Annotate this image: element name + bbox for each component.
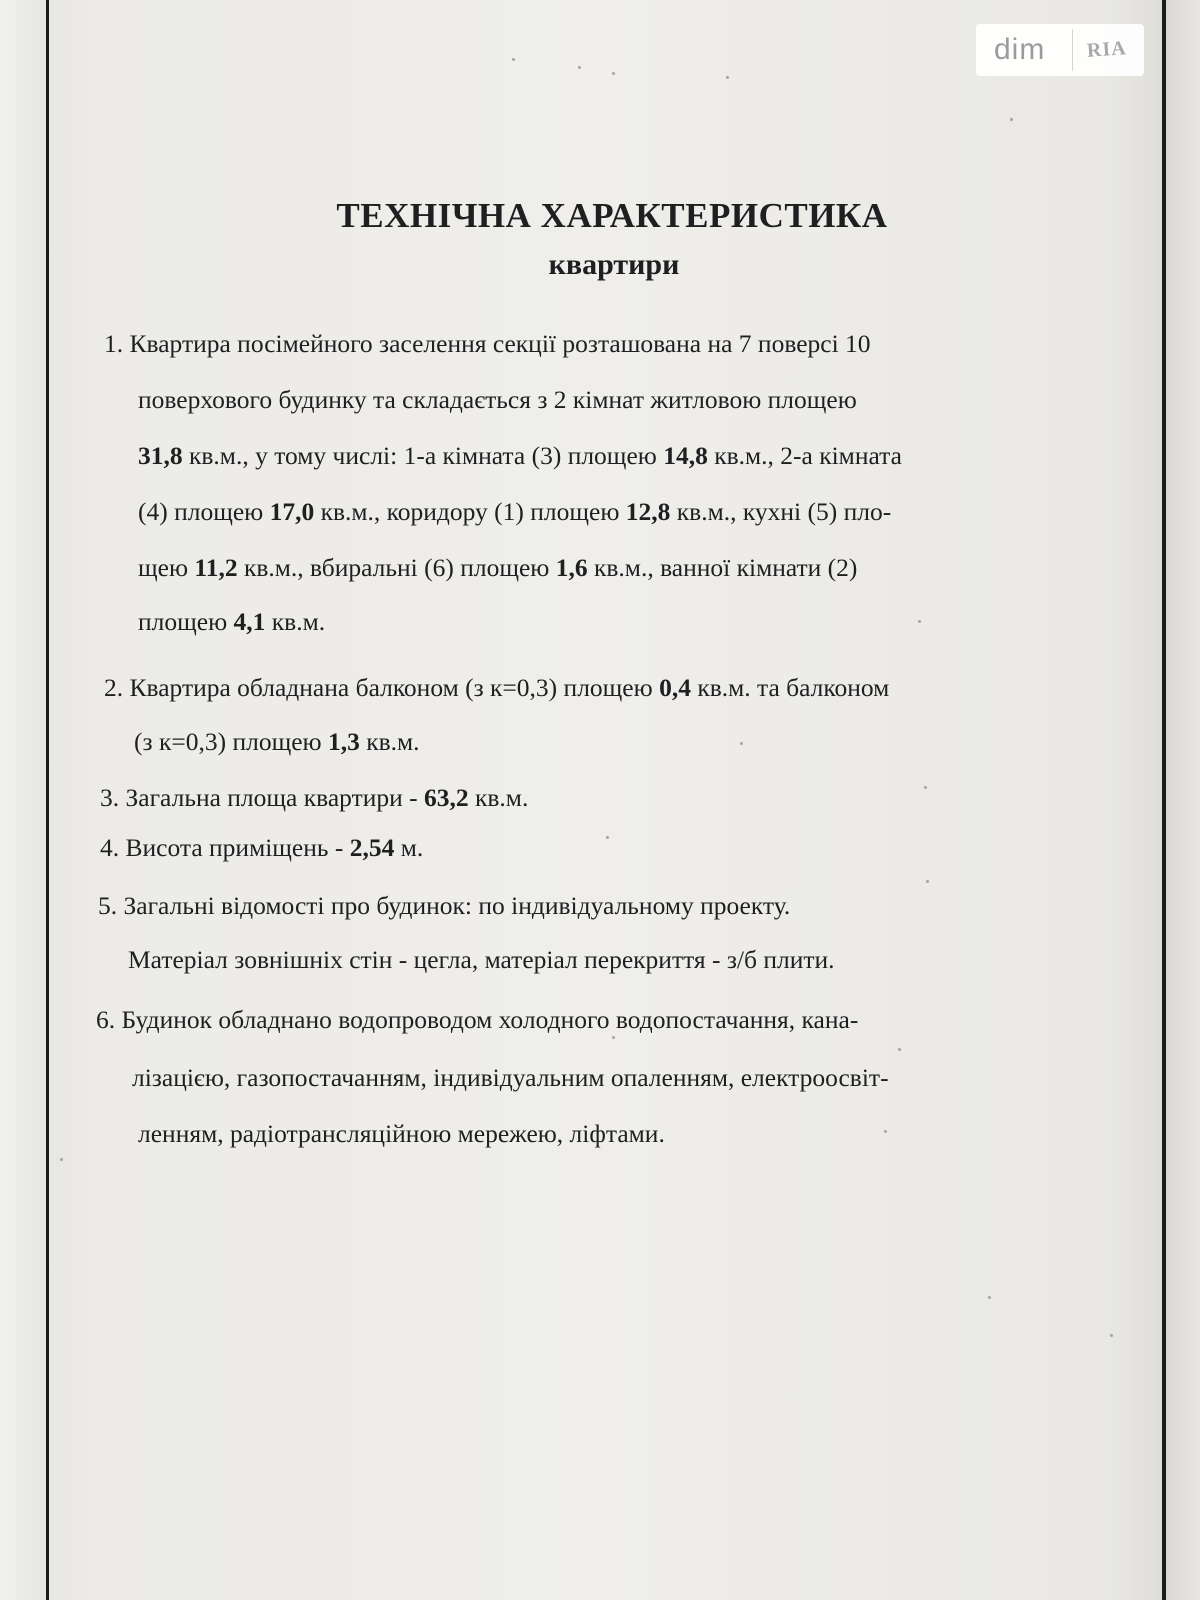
item-5-line-1 [98,878,790,934]
item-number: 2. [104,673,124,702]
item-text: Висота приміщень - [125,833,350,862]
item-number: 5. [98,891,118,920]
balcony-2-area-value: 1,3 [327,727,360,756]
item-text: м. [394,833,424,862]
paper-speck [918,620,921,623]
item-5-line-2 [128,932,835,988]
item-text: лізацією, газопостачанням, індивідуальним опаленням, електроосвіт- [132,1063,889,1092]
item-number: 4. [100,833,120,862]
item-1-line-4 [138,484,891,540]
paper-speck [898,1048,901,1051]
item-1-line-1 [104,316,871,372]
bathroom-area-value: 4,1 [233,607,266,636]
living-area-value: 31,8 [138,441,183,470]
item-text: поверхового будинку та складається з 2 кімнат житловою площею [138,385,857,414]
item-text: кв.м., кухні (5) пло- [670,497,892,526]
ria-logo: RIA [1086,36,1128,62]
item-text: кв.м. [468,783,529,812]
paper-speck [924,786,927,789]
item-6-line-3 [138,1106,665,1162]
paper-speck [988,1296,991,1299]
kitchen-area-value: 11,2 [194,553,238,582]
item-text: ленням, радіотрансляційною мережею, ліфтами. [138,1119,665,1148]
item-4 [100,820,423,876]
item-1-line-6 [138,594,325,650]
paper-speck [1110,1334,1113,1337]
item-text: щею [138,553,195,582]
paper-speck [884,1130,887,1133]
paper-speck [1010,118,1013,121]
item-text: кв.м., у тому числі: 1-а кімната (3) площею [182,441,664,470]
item-1-line-5 [138,540,857,596]
item-text: кв.м., вбиральні (6) площею [237,553,556,582]
ceiling-height-value: 2,54 [349,833,395,862]
total-area-value: 63,2 [424,783,469,812]
item-text: кв.м., ванної кімнати (2) [587,553,858,582]
item-text: Квартира посімейного заселення секції розташована на 7 поверсі 10 [129,329,871,358]
page-edge-right [1166,0,1200,1600]
item-number: 3. [100,783,120,812]
item-text: Загальні відомості про будинок: по індивідуальному проекту. [123,891,791,920]
item-text: Квартира обладнана балконом (з к=0,3) площею [129,673,660,702]
page-edge-left [0,0,46,1600]
item-number: 1. [104,329,124,358]
corridor-area-value: 12,8 [625,497,671,526]
item-text: Загальна площа квартири - [125,783,424,812]
item-text: кв.м. [265,607,326,636]
item-6-line-2 [132,1050,889,1106]
item-text: кв.м. та балконом [690,673,890,702]
item-1-line-2 [138,372,857,428]
item-text: кв.м., коридору (1) площею [314,497,626,526]
document-subtitle: квартири [548,248,680,281]
item-text: (з к=0,3) площею [134,727,328,756]
paper-speck [578,66,581,69]
item-text: Будинок обладнано водопроводом холодного водопостачання, кана- [121,1005,859,1034]
item-text: Матеріал зовнішніх стін - цегла, матеріал перекриття - з/б плити. [128,945,835,974]
item-text: кв.м., 2-а кімната [707,441,902,470]
item-1-line-3 [138,428,902,484]
paper-speck [612,72,615,75]
paper-speck [926,880,929,883]
dim-ria-watermark [976,24,1144,76]
item-text: (4) площею [138,497,270,526]
item-2-line-2 [134,714,420,770]
balcony-1-area-value: 0,4 [659,673,691,702]
paper-speck [60,1158,63,1161]
border-line-left [46,0,49,1600]
item-6-line-1 [96,992,858,1048]
paper-speck [612,1036,615,1039]
paper-speck [512,58,515,61]
item-text: кв.м. [359,727,420,756]
item-text: площею [138,607,234,636]
item-2-line-1 [104,660,889,716]
item-number: 6. [96,1005,116,1034]
document-title: ТЕХНІЧНА ХАРАКТЕРИСТИКА [336,196,888,235]
paper-speck [606,836,609,839]
toilet-area-value: 1,6 [555,553,588,582]
room-1-area-value: 14,8 [663,441,708,470]
room-2-area-value: 17,0 [269,497,315,526]
watermark-brand: dim [994,33,1046,66]
paper-speck [740,742,743,745]
item-3 [100,770,528,826]
paper-speck [726,76,729,79]
